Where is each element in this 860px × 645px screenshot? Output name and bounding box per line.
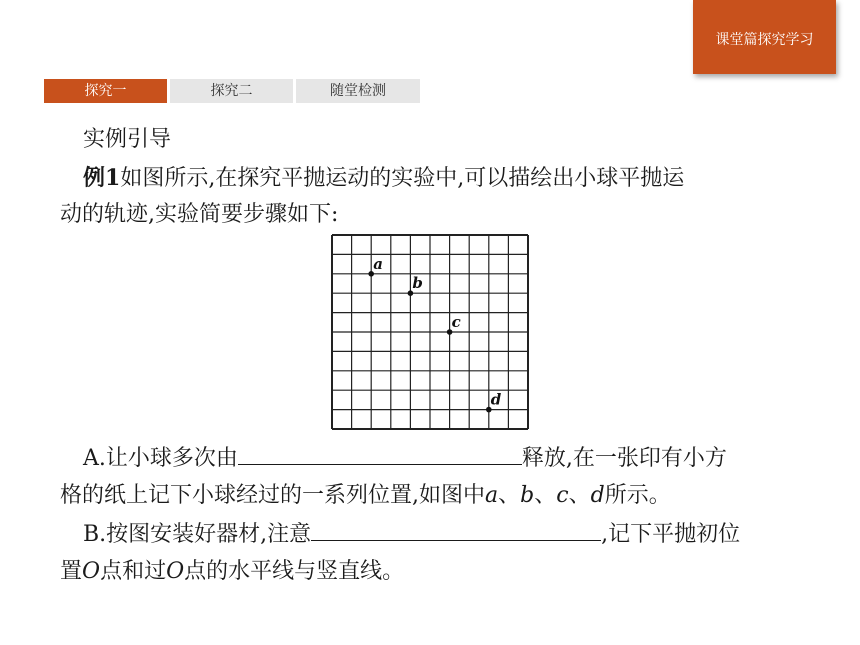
tab-explore-2[interactable]: 探究二 [170, 79, 293, 103]
step-a-text-2: 格的纸上记下小球经过的一系列位置,如图中 [60, 483, 485, 508]
trajectory-point-label-a: a [373, 254, 383, 273]
separator: 、 [534, 483, 557, 508]
example-text-2: 动的轨迹,实验简要步骤如下: [60, 202, 339, 227]
point-label-b: b [520, 483, 535, 508]
letter-o: O [82, 559, 101, 584]
step-a-suffix: 释放,在一张印有小方 [521, 446, 727, 471]
point-label-c: c [556, 483, 569, 508]
example-label: 例1 [83, 165, 121, 191]
separator: 、 [568, 483, 591, 508]
example-text-1: 如图所示,在探究平抛运动的实验中,可以描绘出小球平抛运 [120, 166, 685, 191]
trajectory-point-label-d: d [490, 390, 502, 409]
step-b-text-a: 置 [60, 559, 83, 584]
step-b-prefix: B.按图安装好器材,注意 [83, 522, 312, 547]
point-label-d: d [590, 483, 605, 508]
trajectory-points [368, 255, 501, 413]
step-b-line-1 [83, 517, 740, 548]
step-b-text-c: 点的水平线与竖直线。 [184, 559, 405, 584]
example-line-1 [83, 161, 684, 192]
trajectory-point-label-b: b [412, 274, 423, 293]
step-a-end: 所示。 [604, 483, 671, 508]
tab-in-class-test[interactable]: 随堂检测 [296, 79, 420, 103]
step-a-line-1 [83, 441, 727, 472]
separator: 、 [498, 483, 521, 508]
point-label-a: a [485, 483, 499, 508]
step-a-prefix: A.让小球多次由 [83, 446, 238, 471]
tab-explore-1[interactable]: 探究一 [44, 79, 167, 103]
grid-figure [330, 233, 530, 431]
step-b-blank[interactable] [311, 522, 601, 541]
step-a-line-2 [60, 478, 671, 509]
step-b-suffix: ,记下平抛初位 [601, 522, 741, 547]
tab-bar [44, 79, 420, 103]
step-b-text-b: 点和过 [100, 559, 167, 584]
letter-o: O [166, 559, 185, 584]
step-a-blank[interactable] [238, 446, 522, 465]
step-b-line-2 [60, 554, 404, 585]
section-heading: 实例引导 [83, 127, 172, 152]
example-line-2 [60, 197, 338, 228]
trajectory-point-label-c: c [451, 313, 461, 331]
section-badge: 课堂篇探究学习 [693, 0, 836, 74]
